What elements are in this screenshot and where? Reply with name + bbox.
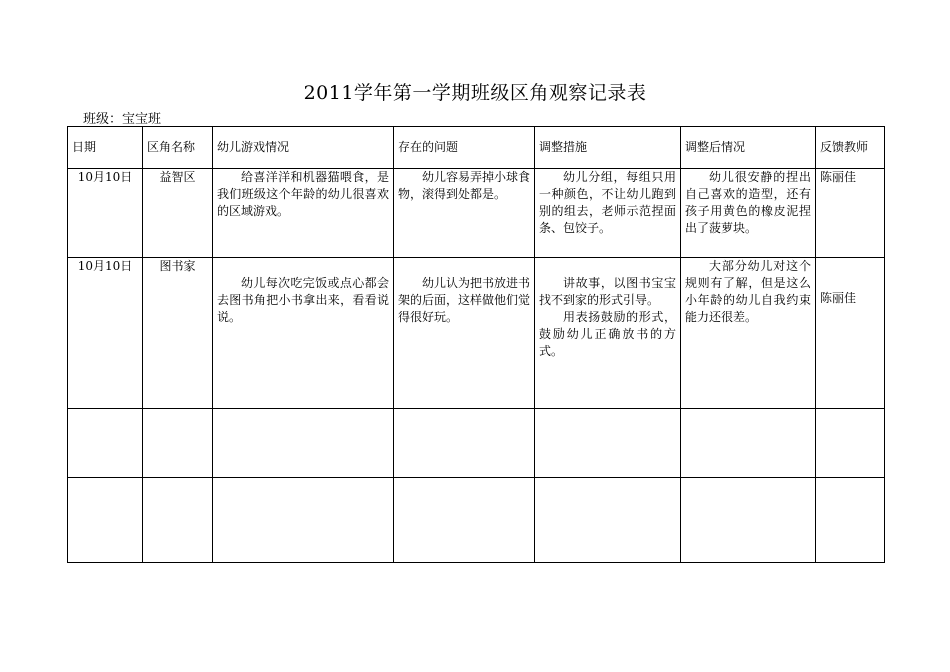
table-header-row [68,127,885,169]
header-after: 调整后情况 [681,127,816,169]
header-play: 幼儿游戏情况 [213,127,394,169]
empty-cell [681,478,816,563]
empty-cell [394,409,535,478]
class-label: 班级：宝宝班 [83,112,162,127]
table-row [68,258,885,409]
header-teacher: 反馈教师 [816,127,885,169]
empty-cell [816,409,885,478]
cell-play [213,258,394,409]
play-paragraph: 幼儿每次吃完饭或点心都会去图书角把小书拿出来，看看说说。 [217,276,389,324]
table-row [68,478,885,563]
header-corner: 区角名称 [143,127,213,169]
cell-date: 10月10日 [68,258,143,409]
cell-problem: 幼儿容易弄掉小球食物，滚得到处都是。 [394,169,535,258]
cell-date: 10月10日 [68,169,143,258]
table-row [68,169,885,258]
table-row [68,409,885,478]
empty-cell [68,478,143,563]
cell-measure [535,169,681,258]
page-title: 2011学年第一学期班级区角观察记录表 [303,82,647,104]
empty-cell [143,478,213,563]
empty-cell [143,409,213,478]
header-problem: 存在的问题 [394,127,535,169]
header-measure: 调整措施 [535,127,681,169]
empty-cell [535,478,681,563]
observation-table [67,126,885,563]
measure-paragraph: 用表扬鼓励的形式，鼓励幼儿正确放书的方式。 [539,310,676,358]
empty-cell [68,409,143,478]
cell-play: 给喜洋洋和机器猫喂食，是我们班级这个年龄的幼儿很喜欢的区域游戏。 [213,169,394,258]
empty-cell [213,478,394,563]
cell-corner: 图书家 [143,258,213,409]
cell-after: 幼儿很安静的捏出自己喜欢的造型，还有孩子用黄色的橡皮泥捏出了菠萝块。 [681,169,816,258]
cell-problem [394,258,535,409]
measure-paragraph: 幼儿分组，每组只用一种颜色，不让幼儿跑到别的组去，老师示范捏面条、包饺子。 [539,170,676,235]
problem-paragraph: 幼儿认为把书放进书架的后面，这样做他们觉得很好玩。 [398,276,531,324]
header-date: 日期 [68,127,143,169]
empty-cell [681,409,816,478]
cell-teacher: 陈丽佳 [816,258,885,409]
cell-measure [535,258,681,409]
empty-cell [535,409,681,478]
empty-cell [394,478,535,563]
measure-paragraph: 讲故事，以图书宝宝找不到家的形式引导。 [539,276,676,307]
empty-cell [816,478,885,563]
cell-after: 大部分幼儿对这个规则有了解，但是这么小年龄的幼儿自我约束能力还很差。 [681,258,816,409]
cell-corner: 益智区 [143,169,213,258]
cell-teacher: 陈丽佳 [816,169,885,258]
empty-cell [213,409,394,478]
